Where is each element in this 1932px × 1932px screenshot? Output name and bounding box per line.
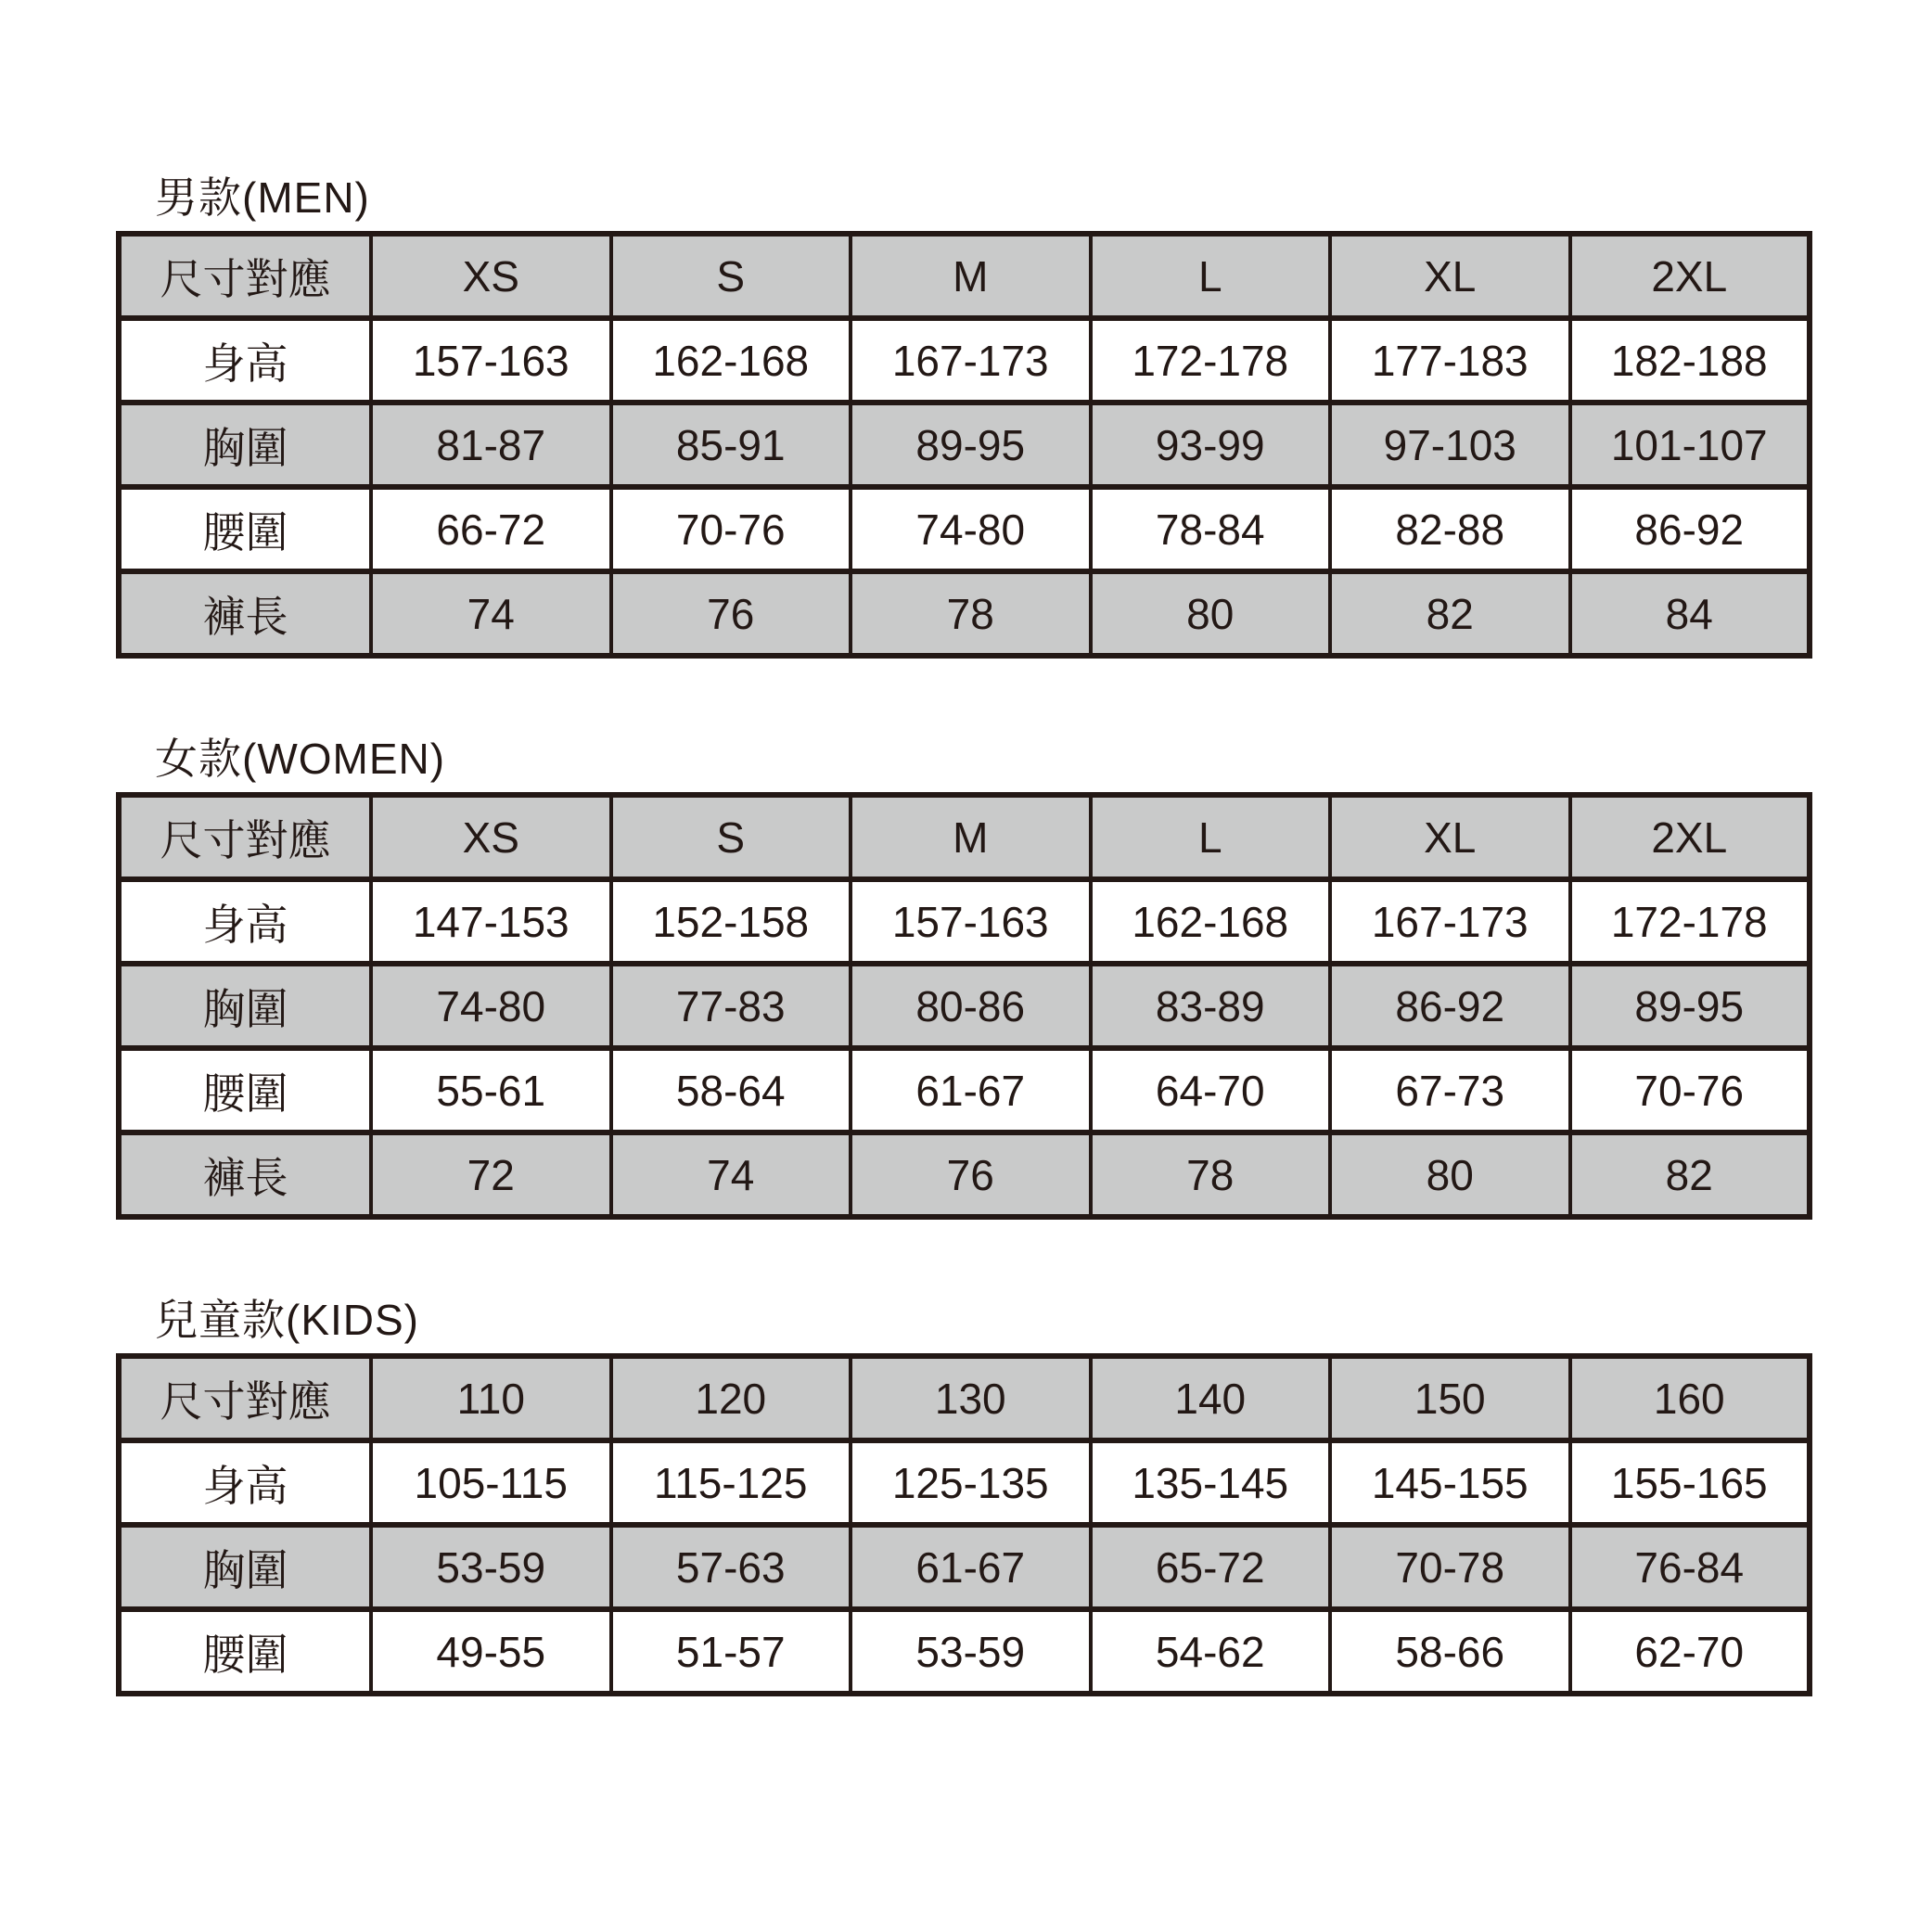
- men-chest-row: [119, 403, 1810, 487]
- size-value-cell: 67-73: [1330, 1048, 1570, 1132]
- size-value-cell: 172-178: [1091, 318, 1331, 403]
- size-value-cell: 49-55: [371, 1609, 611, 1694]
- size-value-cell: 80-86: [851, 964, 1091, 1048]
- size-value-cell: 57-63: [611, 1525, 851, 1609]
- size-value-cell: 82: [1570, 1132, 1810, 1217]
- men-header-l: L: [1091, 234, 1331, 318]
- size-value-cell: 78: [851, 571, 1091, 656]
- men-header-xs: XS: [371, 234, 611, 318]
- men-section-title: 男款(MEN): [155, 173, 370, 222]
- women-header-2xl: 2XL: [1570, 795, 1810, 879]
- women-section-title: 女款(WOMEN): [155, 735, 446, 783]
- row-label: 胸圍: [119, 403, 371, 487]
- row-label: 褲長: [119, 1132, 371, 1217]
- men-section: [116, 172, 1812, 659]
- women-pants-length-row: [119, 1132, 1810, 1217]
- size-value-cell: 78: [1091, 1132, 1331, 1217]
- women-height-row: [119, 879, 1810, 964]
- size-value-cell: 61-67: [851, 1048, 1091, 1132]
- size-value-cell: 53-59: [851, 1609, 1091, 1694]
- men-waist-row: [119, 487, 1810, 571]
- size-value-cell: 70-78: [1330, 1525, 1570, 1609]
- size-value-cell: 76-84: [1570, 1525, 1810, 1609]
- row-label: 身高: [119, 1440, 371, 1525]
- size-value-cell: 74-80: [371, 964, 611, 1048]
- size-value-cell: 182-188: [1570, 318, 1810, 403]
- size-value-cell: 54-62: [1091, 1609, 1331, 1694]
- size-value-cell: 162-168: [1091, 879, 1331, 964]
- kids-section: [116, 1294, 1812, 1696]
- size-value-cell: 76: [611, 571, 851, 656]
- men-height-row: [119, 318, 1810, 403]
- size-value-cell: 80: [1091, 571, 1331, 656]
- women-header-xs: XS: [371, 795, 611, 879]
- kids-header-size-label: 尺寸對應: [119, 1356, 371, 1440]
- size-value-cell: 157-163: [851, 879, 1091, 964]
- kids-header-130: 130: [851, 1356, 1091, 1440]
- row-label: 胸圍: [119, 964, 371, 1048]
- kids-waist-row: [119, 1609, 1810, 1694]
- size-value-cell: 58-66: [1330, 1609, 1570, 1694]
- kids-header-150: 150: [1330, 1356, 1570, 1440]
- size-value-cell: 80: [1330, 1132, 1570, 1217]
- men-header-s: S: [611, 234, 851, 318]
- size-value-cell: 62-70: [1570, 1609, 1810, 1694]
- size-value-cell: 55-61: [371, 1048, 611, 1132]
- size-value-cell: 53-59: [371, 1525, 611, 1609]
- size-value-cell: 93-99: [1091, 403, 1331, 487]
- row-label: 褲長: [119, 571, 371, 656]
- women-waist-row: [119, 1048, 1810, 1132]
- size-value-cell: 61-67: [851, 1525, 1091, 1609]
- kids-section-title: 兒童款(KIDS): [155, 1296, 419, 1344]
- size-value-cell: 65-72: [1091, 1525, 1331, 1609]
- size-value-cell: 86-92: [1570, 487, 1810, 571]
- size-value-cell: 74: [371, 571, 611, 656]
- kids-header-160: 160: [1570, 1356, 1810, 1440]
- size-value-cell: 77-83: [611, 964, 851, 1048]
- size-value-cell: 147-153: [371, 879, 611, 964]
- size-value-cell: 97-103: [1330, 403, 1570, 487]
- men-header-m: M: [851, 234, 1091, 318]
- size-value-cell: 101-107: [1570, 403, 1810, 487]
- size-value-cell: 172-178: [1570, 879, 1810, 964]
- size-value-cell: 78-84: [1091, 487, 1331, 571]
- size-value-cell: 76: [851, 1132, 1091, 1217]
- row-label: 腰圍: [119, 1048, 371, 1132]
- size-value-cell: 157-163: [371, 318, 611, 403]
- size-value-cell: 83-89: [1091, 964, 1331, 1048]
- men-pants-length-row: [119, 571, 1810, 656]
- women-header-l: L: [1091, 795, 1331, 879]
- size-value-cell: 74: [611, 1132, 851, 1217]
- size-value-cell: 81-87: [371, 403, 611, 487]
- size-value-cell: 86-92: [1330, 964, 1570, 1048]
- men-header-row: [119, 234, 1810, 318]
- row-label: 身高: [119, 879, 371, 964]
- kids-header-140: 140: [1091, 1356, 1331, 1440]
- size-value-cell: 115-125: [611, 1440, 851, 1525]
- women-header-xl: XL: [1330, 795, 1570, 879]
- size-value-cell: 145-155: [1330, 1440, 1570, 1525]
- men-header-2xl: 2XL: [1570, 234, 1810, 318]
- kids-size-table: [116, 1353, 1812, 1696]
- kids-header-120: 120: [611, 1356, 851, 1440]
- size-value-cell: 155-165: [1570, 1440, 1810, 1525]
- size-value-cell: 82-88: [1330, 487, 1570, 571]
- kids-header-110: 110: [371, 1356, 611, 1440]
- men-size-table: [116, 231, 1812, 659]
- women-header-s: S: [611, 795, 851, 879]
- size-value-cell: 82: [1330, 571, 1570, 656]
- kids-chest-row: [119, 1525, 1810, 1609]
- size-value-cell: 58-64: [611, 1048, 851, 1132]
- size-value-cell: 89-95: [851, 403, 1091, 487]
- size-value-cell: 135-145: [1091, 1440, 1331, 1525]
- row-label: 腰圍: [119, 487, 371, 571]
- row-label: 身高: [119, 318, 371, 403]
- size-value-cell: 89-95: [1570, 964, 1810, 1048]
- size-value-cell: 66-72: [371, 487, 611, 571]
- women-size-table: [116, 792, 1812, 1220]
- size-value-cell: 177-183: [1330, 318, 1570, 403]
- size-value-cell: 125-135: [851, 1440, 1091, 1525]
- women-header-size-label: 尺寸對應: [119, 795, 371, 879]
- men-header-size-label: 尺寸對應: [119, 234, 371, 318]
- women-chest-row: [119, 964, 1810, 1048]
- size-value-cell: 72: [371, 1132, 611, 1217]
- kids-header-row: [119, 1356, 1810, 1440]
- row-label: 腰圍: [119, 1609, 371, 1694]
- size-value-cell: 105-115: [371, 1440, 611, 1525]
- size-value-cell: 167-173: [851, 318, 1091, 403]
- size-value-cell: 64-70: [1091, 1048, 1331, 1132]
- women-header-m: M: [851, 795, 1091, 879]
- men-header-xl: XL: [1330, 234, 1570, 318]
- size-value-cell: 84: [1570, 571, 1810, 656]
- size-value-cell: 152-158: [611, 879, 851, 964]
- kids-height-row: [119, 1440, 1810, 1525]
- row-label: 胸圍: [119, 1525, 371, 1609]
- women-header-row: [119, 795, 1810, 879]
- size-value-cell: 74-80: [851, 487, 1091, 571]
- women-section: [116, 733, 1812, 1220]
- size-value-cell: 51-57: [611, 1609, 851, 1694]
- size-value-cell: 85-91: [611, 403, 851, 487]
- size-value-cell: 167-173: [1330, 879, 1570, 964]
- size-value-cell: 162-168: [611, 318, 851, 403]
- size-value-cell: 70-76: [611, 487, 851, 571]
- size-value-cell: 70-76: [1570, 1048, 1810, 1132]
